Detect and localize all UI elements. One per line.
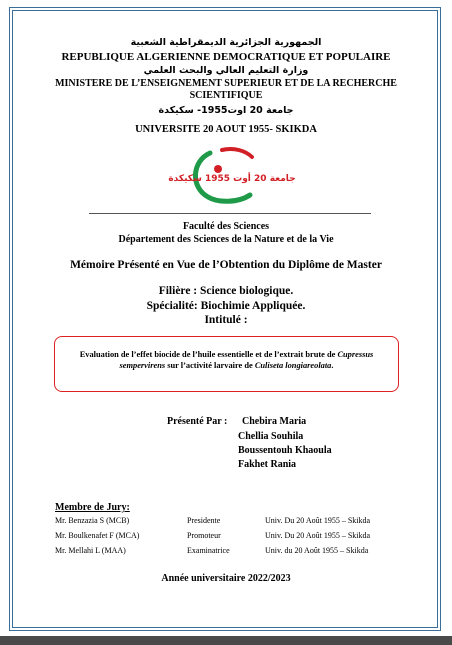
ministry-line-2: SCIENTIFIQUE xyxy=(189,90,263,101)
student-name: Fakhet Rania xyxy=(238,459,297,470)
presented-by-label: Présenté Par : xyxy=(167,416,228,427)
jury-row xyxy=(55,516,415,528)
arabic-republic-name: الجمهورية الجزائرية الديمقراطية الشعبية xyxy=(130,37,322,48)
arabic-university-name: جامعة 20 اوت1955- سكيكدة xyxy=(158,105,294,116)
jury-row xyxy=(55,546,415,558)
intitule-label: Intitulé : xyxy=(204,314,248,326)
jury-heading: Membre de Jury: xyxy=(55,502,130,513)
filiere: Filière : Science biologique. xyxy=(158,285,294,297)
jury-member-name: Mr. Mellahi L (MAA) xyxy=(55,546,126,555)
header-separator xyxy=(89,213,371,214)
jury-member-name: Mr. Boulkenafet F (MCA) xyxy=(55,531,140,540)
thesis-title-text-1: Evaluation de l’effet biocide de l’huile essentielle et de l’extrait brute de xyxy=(79,350,338,359)
jury-row xyxy=(55,531,415,543)
jury-member-role: Promoteur xyxy=(187,531,221,540)
academic-year: Année universitaire 2022/2023 xyxy=(161,573,291,584)
thesis-title-text-2: sur l’activité larvaire de xyxy=(165,361,255,370)
thesis-title-box xyxy=(54,336,399,392)
jury-member-name: Mr. Benzazia S (MCB) xyxy=(55,516,130,525)
jury-member-affiliation: Univ. du 20 Août 1955 – Skikda xyxy=(265,546,369,555)
jury-member-affiliation: Univ. Du 20 Août 1955 – Skikda xyxy=(265,531,371,540)
bottom-bar xyxy=(0,636,452,645)
thesis-title-species-1: Cupressus sempervirens xyxy=(119,350,374,370)
logo-arabic-text: جامعة 20 أوت 1955 سكيكدة xyxy=(168,174,296,184)
jury-member-affiliation: Univ. Du 20 Août 1955 – Skikda xyxy=(265,516,371,525)
thesis-title-species-2: Culiseta longiareolata xyxy=(254,361,332,370)
ministry-line-1: MINISTERE DE L’ENSEIGNEMENT SUPERIEUR ET DE LA RECHERCHE xyxy=(55,78,397,89)
republic-name: REPUBLIQUE ALGERIENNE DEMOCRATIQUE ET POPULAIRE xyxy=(61,51,391,63)
university-logo xyxy=(168,143,296,207)
arabic-ministry-name: وزارة التعليم العالي والبحث العلمي xyxy=(143,65,309,76)
student-name: Boussentouh Khaoula xyxy=(238,445,332,456)
university-name: UNIVERSITE 20 AOUT 1955- SKIKDA xyxy=(135,124,317,135)
jury-member-role: Examinatrice xyxy=(187,546,230,555)
faculty-name: Faculté des Sciences xyxy=(182,221,270,232)
memoire-title: Mémoire Présenté en Vue de l’Obtention du Diplôme de Master xyxy=(70,259,382,271)
student-name: Chebira Maria xyxy=(242,416,307,427)
student-name: Chellia Souhila xyxy=(238,431,304,442)
jury-member-role: Presidente xyxy=(187,516,221,525)
specialite: Spécialité: Biochimie Appliquée. xyxy=(146,300,306,312)
department-name: Département des Sciences de la Nature et de la Vie xyxy=(118,234,334,245)
thesis-title-text-3: . xyxy=(331,361,334,370)
